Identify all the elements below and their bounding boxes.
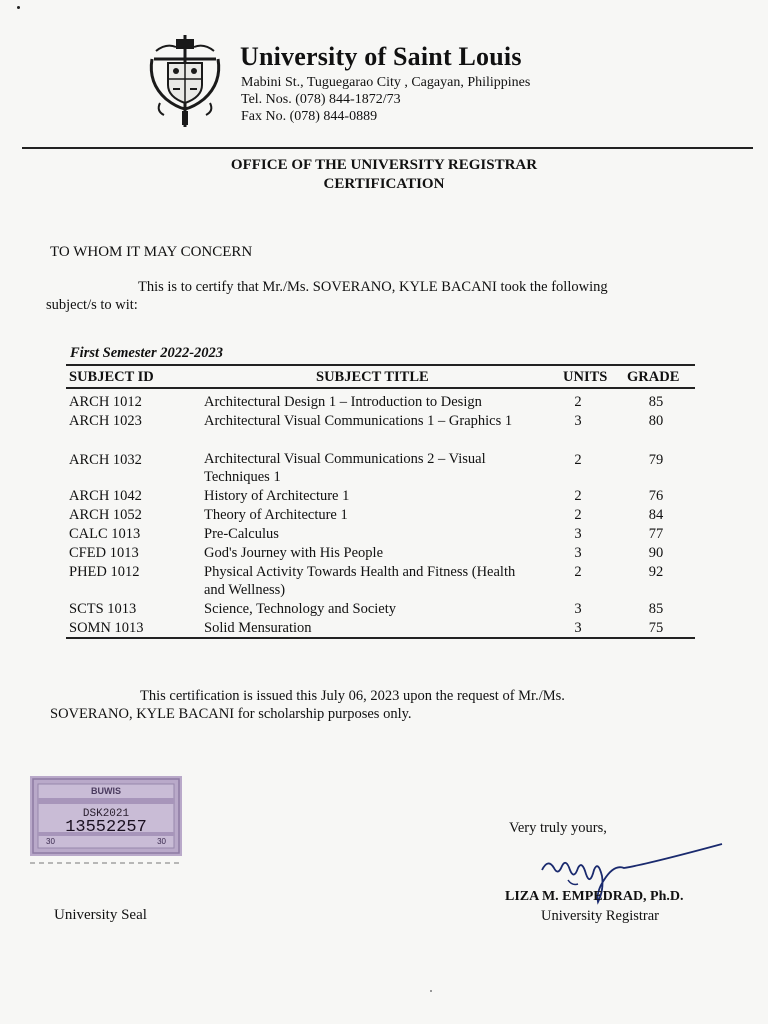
subject-id-cell: ARCH 1023 xyxy=(69,413,142,429)
grade-cell: 77 xyxy=(648,526,664,542)
header-units: UNITS xyxy=(563,369,608,385)
university-seal-label: University Seal xyxy=(54,907,147,923)
header-subject-title: SUBJECT TITLE xyxy=(316,369,429,385)
salutation: TO WHOM IT MAY CONCERN xyxy=(50,244,253,260)
subject-id-cell: ARCH 1042 xyxy=(69,488,142,504)
subject-title-cell: God's Journey with His People xyxy=(204,545,384,561)
subject-id-cell: ARCH 1032 xyxy=(69,452,142,468)
fax-number: Fax No. (078) 844-0889 xyxy=(241,109,378,124)
subject-id-cell: CALC 1013 xyxy=(69,526,141,542)
closing-salutation: Very truly yours, xyxy=(509,820,607,836)
subject-id-cell: PHED 1012 xyxy=(69,564,140,580)
signatory-title: University Registrar xyxy=(541,908,659,924)
subject-title-cell: Architectural Design 1 – Introduction to Design xyxy=(204,394,482,410)
issuance-line-1: This certification is issued this July 06, 2023 upon the request of Mr./Ms. xyxy=(140,688,565,704)
speck xyxy=(430,990,432,992)
units-cell: 3 xyxy=(574,601,582,617)
subject-title-cell: Theory of Architecture 1 xyxy=(204,507,348,523)
document-title: CERTIFICATION xyxy=(323,176,445,192)
subject-id-cell: SCTS 1013 xyxy=(69,601,137,617)
header-grade: GRADE xyxy=(627,369,680,385)
header-subject-id: SUBJECT ID xyxy=(69,369,154,385)
telephone-numbers: Tel. Nos. (078) 844-1872/73 xyxy=(241,92,401,107)
units-cell: 3 xyxy=(574,620,582,636)
semester-label: First Semester 2022-2023 xyxy=(70,345,224,361)
subject-title-cell: Architectural Visual Communications 2 – Visual Techniques 1 xyxy=(204,451,486,485)
units-cell: 3 xyxy=(574,545,582,561)
university-address: Mabini St., Tuguegarao City , Cagayan, Philippines xyxy=(241,75,531,90)
header-divider xyxy=(22,147,753,149)
grade-cell: 85 xyxy=(648,394,664,410)
subject-title-cell: Physical Activity Towards Health and Fitness (Health and Wellness) xyxy=(204,564,516,598)
table-top-rule xyxy=(66,364,695,366)
intro-line-1: This is to certify that Mr./Ms. SOVERANO, KYLE BACANI took the following xyxy=(138,279,608,295)
stamp-top-text: BUWIS xyxy=(91,786,121,796)
grade-cell: 80 xyxy=(648,413,664,429)
grade-cell: 84 xyxy=(648,507,664,523)
units-cell: 2 xyxy=(574,452,582,468)
table-header-rule xyxy=(66,387,695,389)
subject-title-cell: Architectural Visual Communications 1 – Graphics 1 xyxy=(204,413,513,429)
documentary-stamp xyxy=(30,776,182,856)
issuance-line-2: SOVERANO, KYLE BACANI for scholarship purposes only. xyxy=(50,706,412,722)
subject-id-cell: ARCH 1052 xyxy=(69,507,142,523)
units-cell: 2 xyxy=(574,507,582,523)
grade-cell: 90 xyxy=(648,545,664,561)
stamp-code: DSK2021 xyxy=(82,808,130,820)
grade-cell: 85 xyxy=(648,601,664,617)
office-title: OFFICE OF THE UNIVERSITY REGISTRAR xyxy=(230,157,538,173)
university-logo-icon xyxy=(146,33,224,129)
stamp-number: 13552257 xyxy=(65,818,147,837)
units-cell: 2 xyxy=(574,564,582,580)
units-cell: 3 xyxy=(574,413,582,429)
subject-title-cell: Pre-Calculus xyxy=(204,526,279,542)
grade-cell: 76 xyxy=(648,488,664,504)
intro-line-2: subject/s to wit: xyxy=(46,297,138,313)
signatory-name: LIZA M. EMPEDRAD, Ph.D. xyxy=(505,889,684,904)
grade-cell: 92 xyxy=(648,564,664,580)
table-bottom-rule xyxy=(66,637,695,639)
university-name: University of Saint Louis xyxy=(240,42,522,71)
subject-title-cell: History of Architecture 1 xyxy=(204,488,350,504)
subject-id-cell: SOMN 1013 xyxy=(69,620,144,636)
stamp-dashed-line xyxy=(30,861,182,865)
grade-cell: 79 xyxy=(648,452,664,468)
grade-cell: 75 xyxy=(648,620,664,636)
units-cell: 2 xyxy=(574,488,582,504)
units-cell: 3 xyxy=(574,526,582,542)
units-cell: 2 xyxy=(574,394,582,410)
stamp-value-right: 30 xyxy=(157,837,166,846)
stamp-value-left: 30 xyxy=(46,837,55,846)
subject-id-cell: CFED 1013 xyxy=(69,545,139,561)
subject-title-cell: Science, Technology and Society xyxy=(204,601,396,617)
subject-id-cell: ARCH 1012 xyxy=(69,394,142,410)
subject-title-cell: Solid Mensuration xyxy=(204,620,312,636)
speck xyxy=(17,6,20,9)
